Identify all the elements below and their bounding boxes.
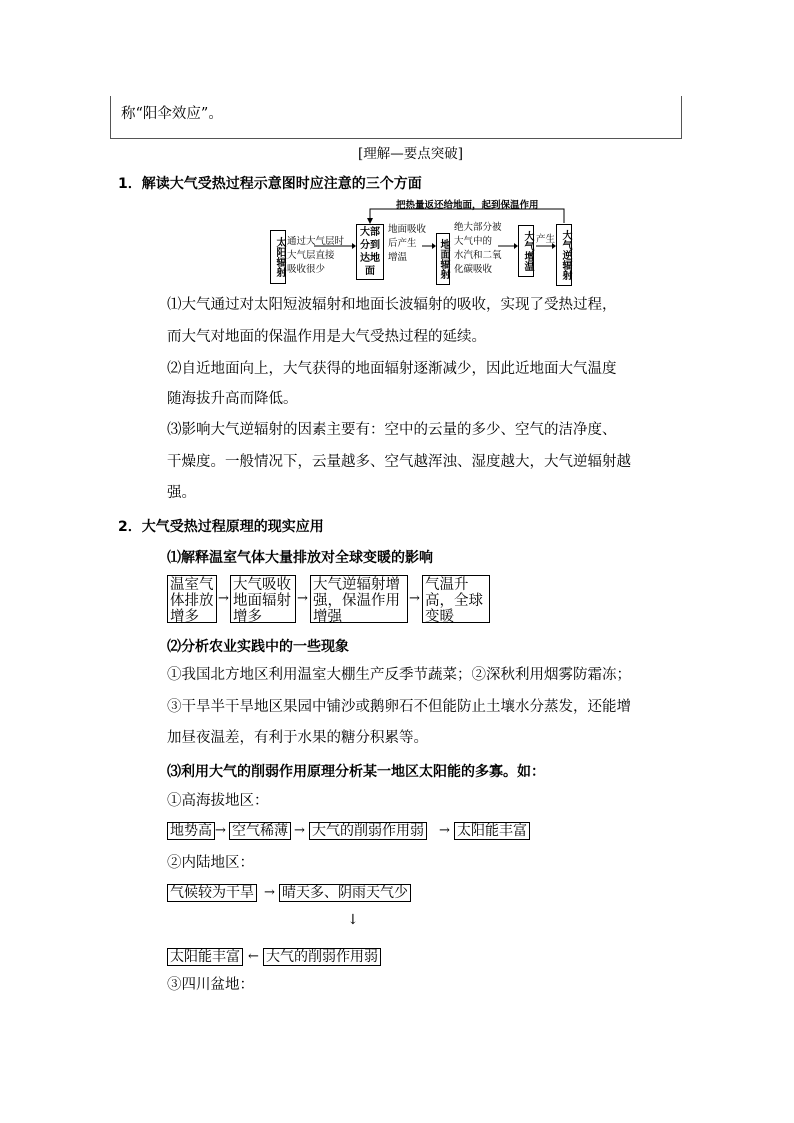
- item1-point-line-7: 强。: [167, 485, 196, 501]
- high-chain-box-4: 太阳能丰富: [454, 822, 530, 840]
- chain1-box-4-line-1: 气温升: [425, 577, 469, 593]
- ground-text-1: 地面吸收: [388, 224, 427, 235]
- chain1-arrow-1: →: [218, 591, 229, 606]
- item2-sub2-line-3: 加昼夜温差，有利于水果的糖分积累等。: [167, 730, 428, 746]
- item1-point-line-1: ⑴大气通过对太阳短波辐射和地面长波辐射的吸收，实现了受热过程，: [167, 297, 617, 313]
- item1-point-line-6: 干燥度。一般情况下，云量越多、空气越浑浊、湿度越大，大气逆辐射越: [167, 454, 631, 470]
- item2-sub2-line-2: ③干旱半干旱地区果园中铺沙或鹅卵石不但能防止土壤水分蒸发，还能增: [167, 699, 631, 715]
- sichuan-basin-label: ③四川盆地：: [167, 977, 254, 993]
- feedback-label: 把热量返还给地面，起到保温作用: [396, 200, 539, 211]
- inland-label: ②内陆地区：: [167, 855, 254, 871]
- absorb-text-4: 化碳吸收: [454, 264, 493, 275]
- note-box: [110, 96, 682, 139]
- inland-chain-down-arrow: ↓: [347, 912, 359, 928]
- box-counter-radiation: 大气逆辐射: [556, 224, 572, 286]
- pass-text-1: 通过大气层时: [287, 236, 345, 247]
- high-chain-arrow-2: →: [294, 823, 305, 838]
- item1-point-line-4: 随海拔升高而降低。: [167, 391, 298, 407]
- high-chain-box-1: 地势高: [167, 822, 215, 840]
- chain1-arrow-2: →: [297, 591, 308, 606]
- item1-point-line-3: ⑵自近地面向上，大气获得的地面辐射逐渐减少，因此近地面大气温度: [167, 361, 617, 377]
- box-atmosphere-warming: 大气增温: [518, 225, 534, 277]
- box-solar-radiation: 太阳辐射: [270, 230, 286, 284]
- inland-chain-box-3: 太阳能丰富: [167, 948, 243, 966]
- high-chain-arrow-1: →: [215, 823, 226, 838]
- section-title: [理解—要点突破]: [358, 146, 464, 162]
- chain1-box-2-line-2: 地面辐射: [233, 593, 291, 609]
- chain1-box-2-line-1: 大气吸收: [233, 577, 291, 593]
- item1-point-line-2: 而大气对地面的保温作用是大气受热过程的延续。: [167, 329, 486, 345]
- item2-heading: 2．大气受热过程原理的现实应用: [118, 519, 324, 535]
- high-chain-box-2: 空气稀薄: [229, 822, 291, 840]
- item2-sub3-title: ⑶利用大气的削弱作用原理分析某一地区太阳能的多寡。如：: [167, 764, 545, 780]
- inland-chain-box-4: 大气的削弱作用弱: [263, 948, 381, 966]
- box-reach-ground-text: 大部分到达地面: [360, 227, 380, 277]
- item1-point-line-5: ⑶影响大气逆辐射的因素主要有：空中的云量的多少、空气的洁净度、: [167, 422, 617, 438]
- inland-chain-box-2: 晴天多、阴雨天气少: [279, 884, 411, 902]
- produce-label: 产生: [536, 234, 556, 245]
- high-chain-arrow-3: →: [439, 823, 450, 838]
- high-chain-box-3: 大气的削弱作用弱: [309, 822, 427, 840]
- box-reach-ground: [356, 224, 384, 280]
- chain1-box-1-line-2: 体排放: [170, 593, 214, 609]
- pass-text-3: 吸收很少: [287, 264, 326, 275]
- high-altitude-label: ①高海拔地区：: [167, 793, 269, 809]
- chain1-box-1-line-1: 温室气: [170, 577, 214, 593]
- chain1-box-2-line-3: 增多: [233, 609, 262, 625]
- chain1-box-3-line-1: 大气逆辐射增: [313, 577, 400, 593]
- item1-heading: 1．解读大气受热过程示意图时应注意的三个方面: [118, 176, 422, 192]
- chain1-box-4-line-2: 高，全球: [425, 593, 483, 609]
- inland-chain-box-1: 气候较为干旱: [167, 884, 257, 902]
- ground-text-3: 增温: [388, 252, 408, 263]
- box-ground-radiation: 地面辐射: [436, 233, 450, 285]
- chain1-box-4: [422, 575, 490, 623]
- absorb-text-3: 水汽和二氧: [454, 250, 502, 261]
- item2-sub2-title: ⑵分析农业实践中的一些现象: [167, 639, 349, 655]
- chain1-box-1-line-3: 增多: [170, 609, 199, 625]
- item2-sub1-title: ⑴解释温室气体大量排放对全球变暖的影响: [167, 550, 433, 566]
- chain1-box-3-line-3: 增强: [313, 609, 342, 625]
- chain1-arrow-3: →: [409, 591, 420, 606]
- inland-chain-arrow-2: ←: [248, 949, 259, 964]
- absorb-text-1: 绝大部分被: [454, 222, 502, 233]
- item2-sub2-line-1: ①我国北方地区利用温室大棚生产反季节蔬菜；②深秋利用烟雾防霜冻；: [167, 667, 631, 683]
- chain1-box-3: [310, 575, 408, 623]
- chain1-box-2: [230, 575, 296, 623]
- absorb-text-2: 大气中的: [454, 236, 493, 247]
- inland-chain-arrow-1: →: [264, 885, 275, 900]
- heating-process-diagram: [268, 197, 578, 289]
- chain1-box-3-line-2: 强，保温作用: [313, 593, 400, 609]
- ground-text-2: 后产生: [388, 238, 417, 249]
- pass-text-2: 大气层直接: [287, 250, 335, 261]
- chain1-box-1: [167, 575, 217, 623]
- note-box-text: 称“阳伞效应”。: [121, 106, 223, 122]
- chain1-box-4-line-3: 变暖: [425, 609, 454, 625]
